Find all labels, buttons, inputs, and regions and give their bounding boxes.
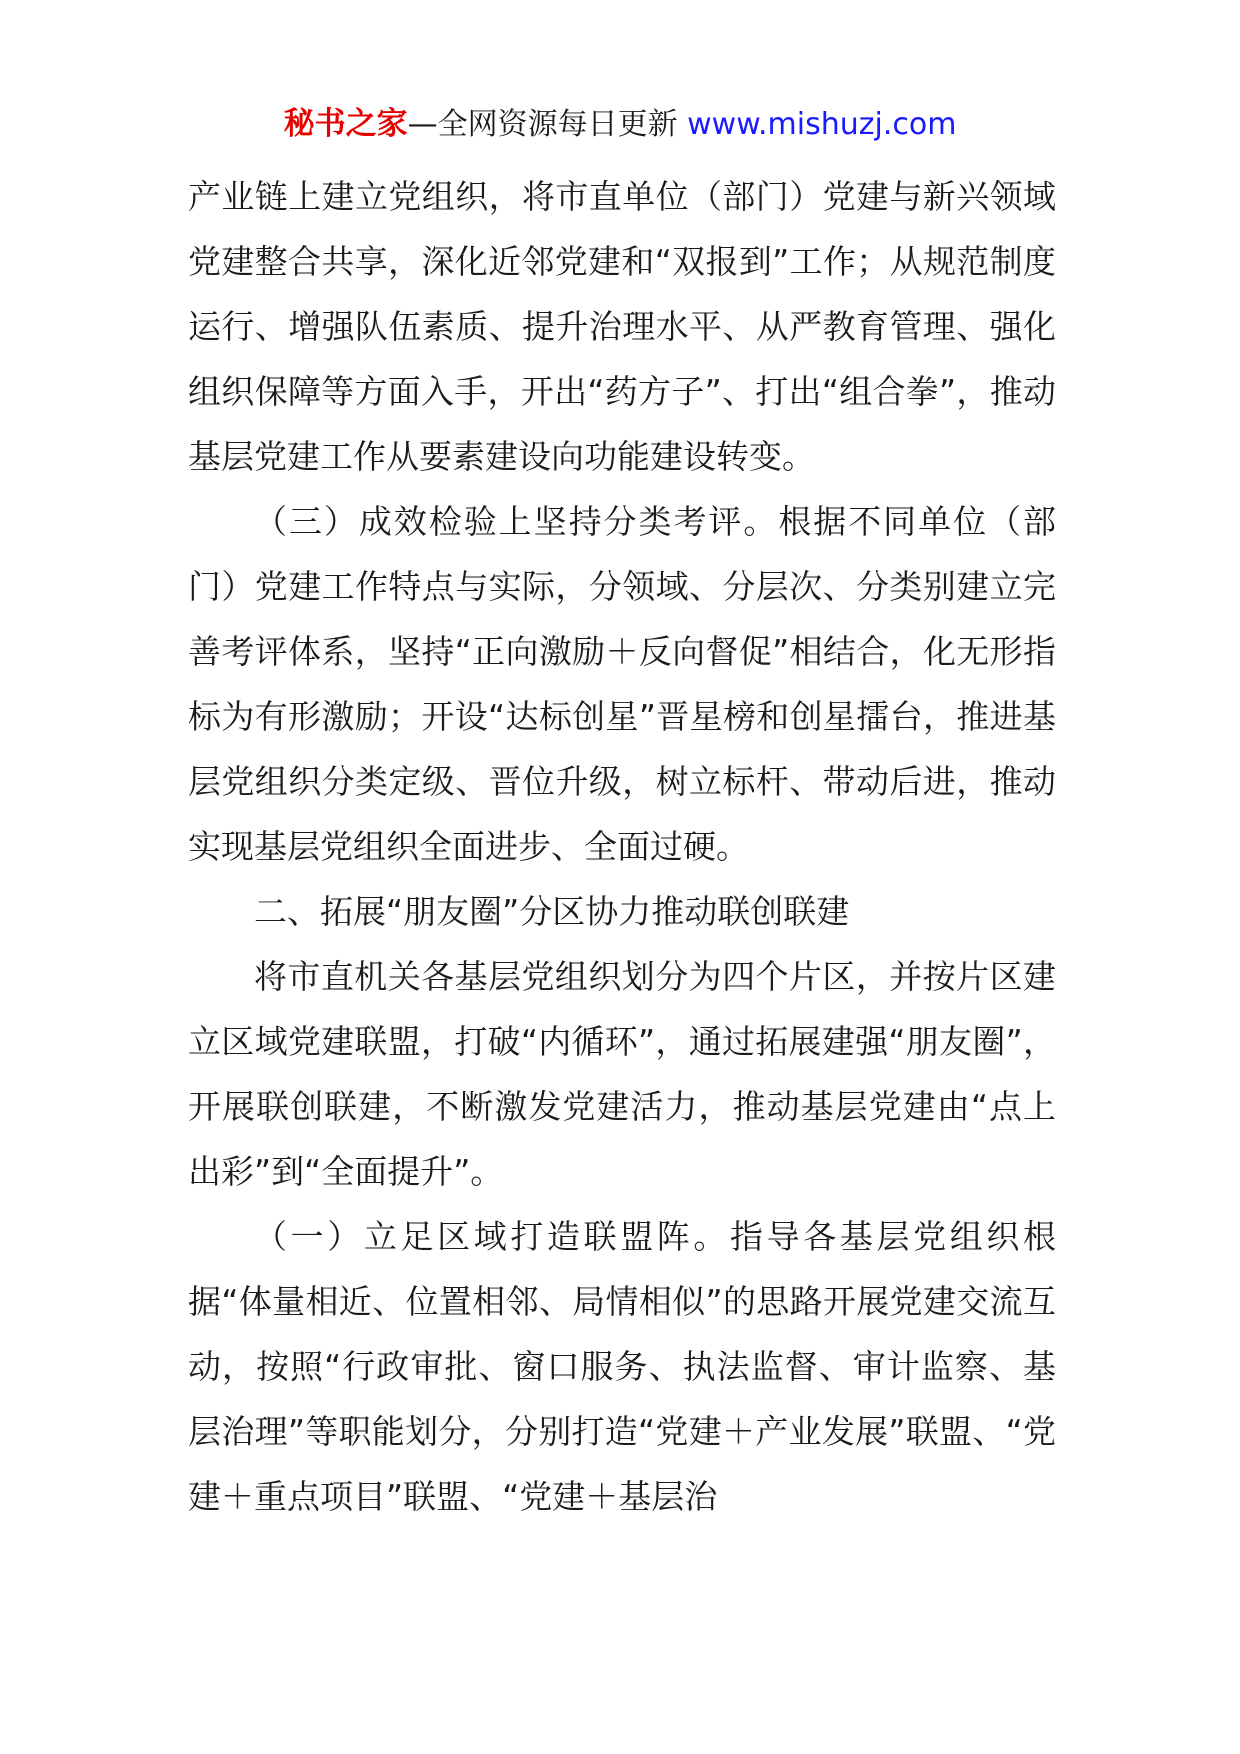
paragraph-section-two-intro: 将市直机关各基层党组织划分为四个片区，并按片区建立区域党建联盟，打破“内循环”，通过拓展建强“朋友圈”，开展联创联建，不断激发党建活力，推动基层党建由“点上出彩”到“全面提升”。 <box>188 957 1056 1191</box>
paragraph-continuation: 产业链上建立党组织，将市直单位（部门）党建与新兴领域党建整合共享，深化近邻党建和“双报到”工作；从规范制度运行、增强队伍素质、提升治理水平、从严教育管理、强化组织保障等方面入手，开出“药方子”、打出“组合拳”，推动基层党建工作从要素建设向功能建设转变。 <box>188 177 1056 476</box>
header-url-link[interactable]: www.mishuzj.com <box>687 107 957 142</box>
page-header <box>0 98 1240 151</box>
section-heading-two: 二、拓展“朋友圈”分区协力推动联创联建 <box>254 892 850 931</box>
document-body <box>188 164 1056 1529</box>
paragraph-section-three: （三）成效检验上坚持分类考评。根据不同单位（部门）党建工作特点与实际，分领域、分层次、分类别建立完善考评体系，坚持“正向激励＋反向督促”相结合，化无形指标为有形激励；开设“达标创星”晋星榜和创星擂台，推进基层党组织分类定级、晋位升级，树立标杆、带动后进，推动实现基层党组织全面进步、全面过硬。 <box>188 502 1056 866</box>
brand-name: 秘书之家 <box>283 106 408 142</box>
paragraph-subsection-one: （一）立足区域打造联盟阵。指导各基层党组织根据“体量相近、位置相邻、局情相似”的思路开展党建交流互动，按照“行政审批、窗口服务、执法监督、审计监察、基层治理”等职能划分，分别打造“党建＋产业发展”联盟、“党建＋重点项目”联盟、“党建＋基层治 <box>188 1217 1056 1516</box>
header-slogan: —全网资源每日更新 <box>407 107 678 142</box>
